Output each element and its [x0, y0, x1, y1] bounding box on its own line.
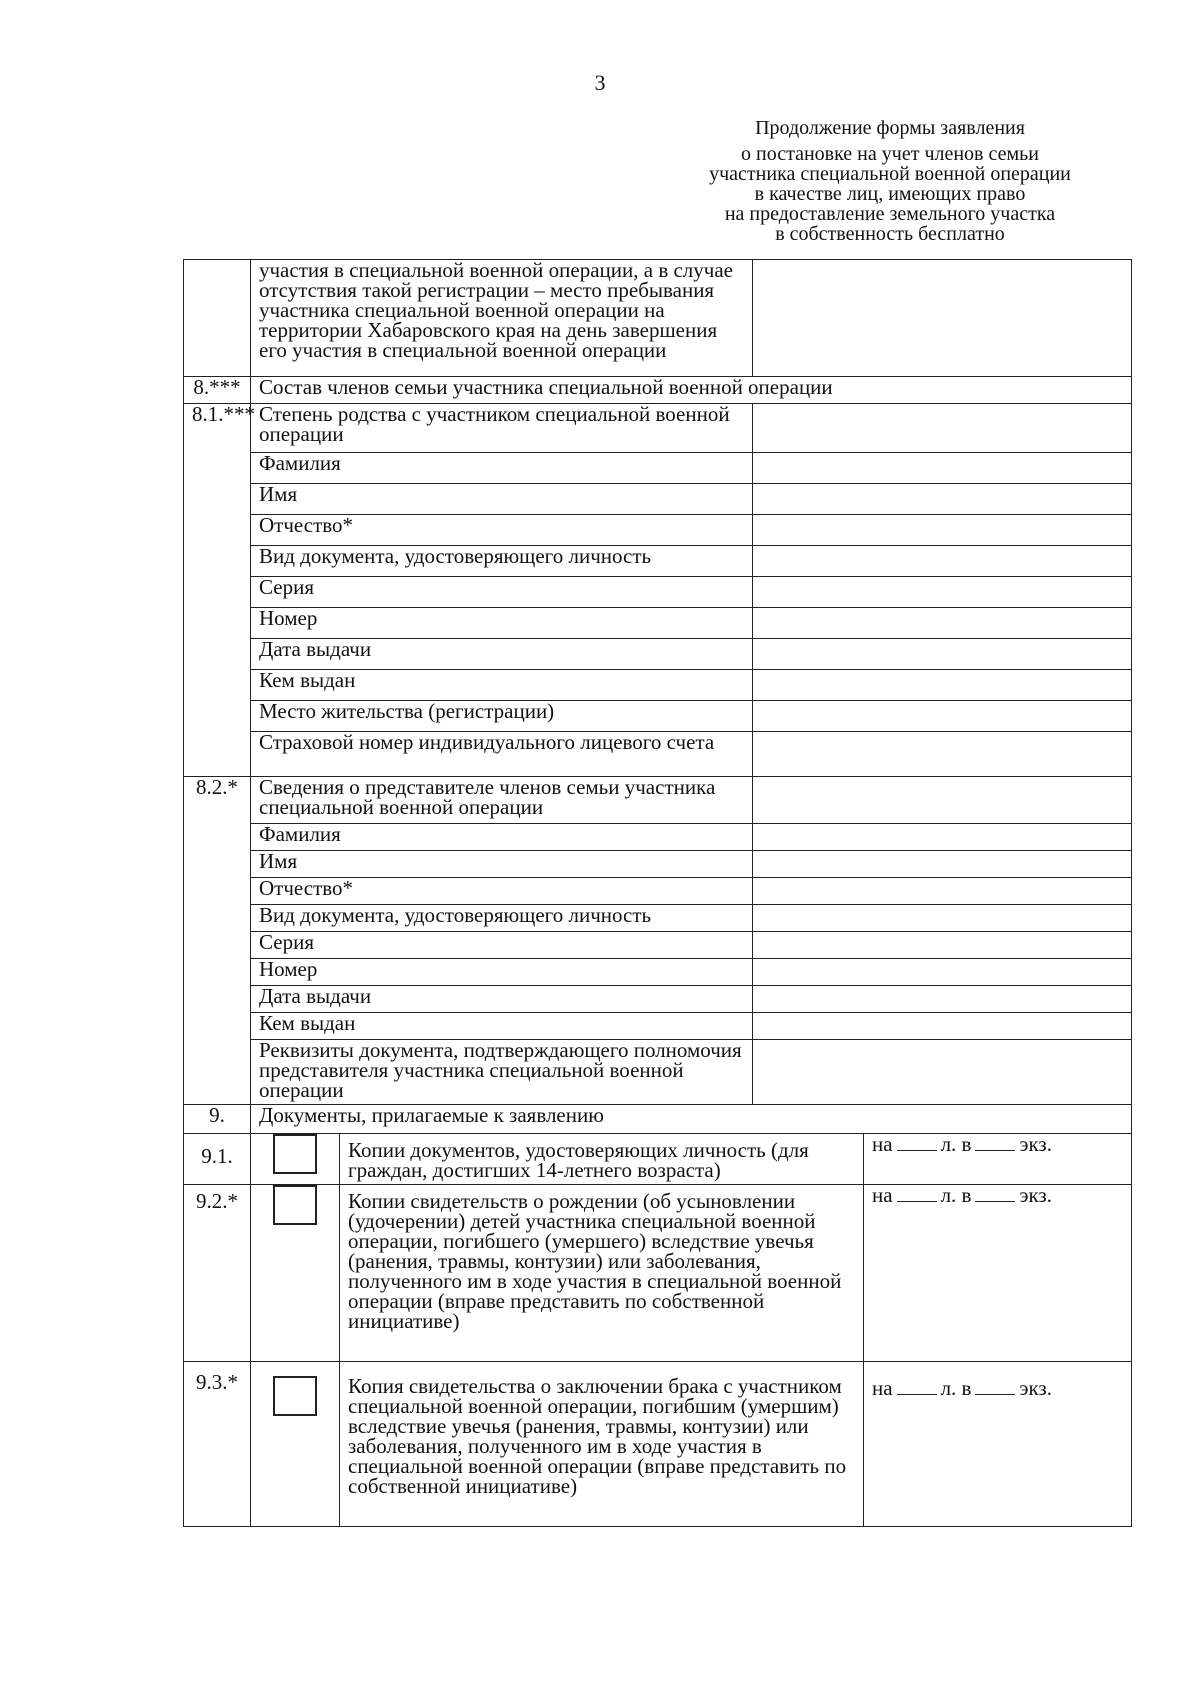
- field-label: Отчество*: [251, 878, 753, 905]
- table-row: [184, 701, 1132, 732]
- field-label: Страховой номер индивидуального лицевого счета: [251, 732, 753, 777]
- table-row: [184, 1013, 1132, 1040]
- section9-number: 9.: [184, 1105, 251, 1134]
- field-value[interactable]: [753, 453, 1132, 484]
- continued-row-value[interactable]: [753, 260, 1132, 377]
- copies-lv: л. в: [940, 1132, 972, 1156]
- section8-1-number: 8.1.***: [184, 404, 251, 777]
- page-number: 3: [594, 70, 606, 95]
- field-value[interactable]: [753, 670, 1132, 701]
- field-value[interactable]: [753, 777, 1132, 824]
- field-label: Номер: [251, 608, 753, 639]
- copies-blank[interactable]: [975, 1380, 1015, 1395]
- section8-number: 8.***: [184, 377, 251, 404]
- document-checkbox-cell: [251, 1185, 340, 1362]
- document-number: 9.1.: [184, 1134, 251, 1185]
- table-row: [184, 932, 1132, 959]
- table-row: [184, 851, 1132, 878]
- copies-ekz: экз.: [1019, 1132, 1052, 1156]
- copies-blank[interactable]: [975, 1136, 1015, 1151]
- document-row: [184, 1362, 1132, 1527]
- table-row: [184, 515, 1132, 546]
- document-text: Копии свидетельств о рождении (об усыновлении (удочерении) детей участника специальной военной операции, погибшего (умершего) вследствие увечья (ранения, травмы, контузии) или заболевания, полученного им в ходе участия в специальной военной операции (вправе представить по собственной инициативе): [340, 1185, 864, 1362]
- application-form-table: [183, 259, 1132, 1527]
- copies-na: на: [872, 1183, 893, 1207]
- field-label: Серия: [251, 577, 753, 608]
- caption-line: на предоставление земельного участка: [724, 203, 1056, 225]
- field-label: Место жительства (регистрации): [251, 701, 753, 732]
- form-caption: [680, 118, 1100, 244]
- table-row: [184, 577, 1132, 608]
- document-checkbox-cell: [251, 1362, 340, 1527]
- field-label: Кем выдан: [251, 670, 753, 701]
- field-label: Номер: [251, 959, 753, 986]
- document-checkbox[interactable]: [273, 1134, 317, 1174]
- sheets-blank[interactable]: [897, 1136, 937, 1151]
- table-row: [184, 1105, 1132, 1134]
- copies-blank[interactable]: [975, 1187, 1015, 1202]
- table-row: [184, 777, 1132, 824]
- table-row: [184, 959, 1132, 986]
- table-row: [184, 546, 1132, 577]
- field-label: Отчество*: [251, 515, 753, 546]
- table-row: [184, 639, 1132, 670]
- caption-title: Продолжение формы заявления: [755, 117, 1025, 139]
- document-number: 9.2.*: [184, 1185, 251, 1362]
- document-checkbox-cell: [251, 1134, 340, 1185]
- document-row: [184, 1185, 1132, 1362]
- table-row: [184, 404, 1132, 453]
- copies-na: на: [872, 1376, 893, 1400]
- copies-cell: [864, 1185, 1132, 1362]
- field-label: Вид документа, удостоверяющего личность: [251, 546, 753, 577]
- table-row: [184, 453, 1132, 484]
- caption-line: в качестве лиц, имеющих право: [754, 183, 1026, 205]
- field-value[interactable]: [753, 986, 1132, 1013]
- caption-line: о постановке на учет членов семьи: [741, 143, 1039, 165]
- field-value[interactable]: [753, 484, 1132, 515]
- copies-cell: [864, 1134, 1132, 1185]
- field-label: Кем выдан: [251, 1013, 753, 1040]
- caption-line: участника специальной военной операции: [709, 163, 1071, 185]
- table-row: [184, 986, 1132, 1013]
- caption-line: в собственность бесплатно: [775, 223, 1005, 245]
- document-checkbox[interactable]: [273, 1376, 317, 1416]
- field-label: Фамилия: [251, 824, 753, 851]
- field-value[interactable]: [753, 515, 1132, 546]
- table-row: [184, 484, 1132, 515]
- field-label: Вид документа, удостоверяющего личность: [251, 905, 753, 932]
- field-value[interactable]: [753, 639, 1132, 670]
- table-row: [184, 878, 1132, 905]
- document-row: [184, 1134, 1132, 1185]
- field-value[interactable]: [753, 701, 1132, 732]
- table-row: [184, 824, 1132, 851]
- field-value[interactable]: [753, 1013, 1132, 1040]
- section8-title: Состав членов семьи участника специальной военной операции: [251, 377, 1132, 404]
- table-row: [184, 608, 1132, 639]
- table-row: [184, 377, 1132, 404]
- field-label: Серия: [251, 932, 753, 959]
- field-label: Степень родства с участником специальной военной операции: [251, 404, 753, 453]
- section8-2-number: 8.2.*: [184, 777, 251, 1105]
- section9-title: Документы, прилагаемые к заявлению: [251, 1105, 1132, 1134]
- document-text: Копии документов, удостоверяющих личность (для граждан, достигших 14-летнего возраста): [340, 1134, 864, 1185]
- table-row: [184, 1040, 1132, 1105]
- table-row: [184, 670, 1132, 701]
- field-value[interactable]: [753, 851, 1132, 878]
- field-value[interactable]: [753, 608, 1132, 639]
- continued-row-label: участия в специальной военной операции, а в случае отсутствия такой регистрации – место пребывания участника специальной военной операции на территории Хабаровского края на день завершения его участия в специальной военной операции: [251, 260, 753, 377]
- field-value[interactable]: [753, 824, 1132, 851]
- copies-lv: л. в: [940, 1376, 972, 1400]
- field-value[interactable]: [753, 959, 1132, 986]
- field-value[interactable]: [753, 878, 1132, 905]
- copies-cell: [864, 1362, 1132, 1527]
- table-row: [184, 905, 1132, 932]
- copies-ekz: экз.: [1019, 1376, 1052, 1400]
- sheets-blank[interactable]: [897, 1187, 937, 1202]
- field-value[interactable]: [753, 732, 1132, 777]
- field-label: Фамилия: [251, 453, 753, 484]
- field-label: Реквизиты документа, подтверждающего полномочия представителя участника специальной военной операции: [251, 1040, 753, 1105]
- field-label: Дата выдачи: [251, 639, 753, 670]
- copies-na: на: [872, 1132, 893, 1156]
- field-label: Имя: [251, 851, 753, 878]
- field-value[interactable]: [753, 905, 1132, 932]
- document-checkbox[interactable]: [273, 1185, 317, 1225]
- copies-lv: л. в: [940, 1183, 972, 1207]
- sheets-blank[interactable]: [897, 1380, 937, 1395]
- field-value[interactable]: [753, 404, 1132, 453]
- field-value[interactable]: [753, 577, 1132, 608]
- field-label: Сведения о представителе членов семьи участника специальной военной операции: [251, 777, 753, 824]
- field-label: Дата выдачи: [251, 986, 753, 1013]
- document-text: Копия свидетельства о заключении брака с участником специальной военной операции, погибшим (умершим) вследствие увечья (ранения, травмы, контузии) или заболевания, полученного им в ходе участия в специальной военной операции (вправе представить по собственной инициативе): [340, 1362, 864, 1527]
- field-label: Имя: [251, 484, 753, 515]
- table-row: [184, 260, 1132, 377]
- copies-ekz: экз.: [1019, 1183, 1052, 1207]
- field-value[interactable]: [753, 1040, 1132, 1105]
- field-value[interactable]: [753, 546, 1132, 577]
- field-value[interactable]: [753, 932, 1132, 959]
- row-number-cell: [184, 260, 251, 377]
- document-number: 9.3.*: [184, 1362, 251, 1527]
- table-row: [184, 732, 1132, 777]
